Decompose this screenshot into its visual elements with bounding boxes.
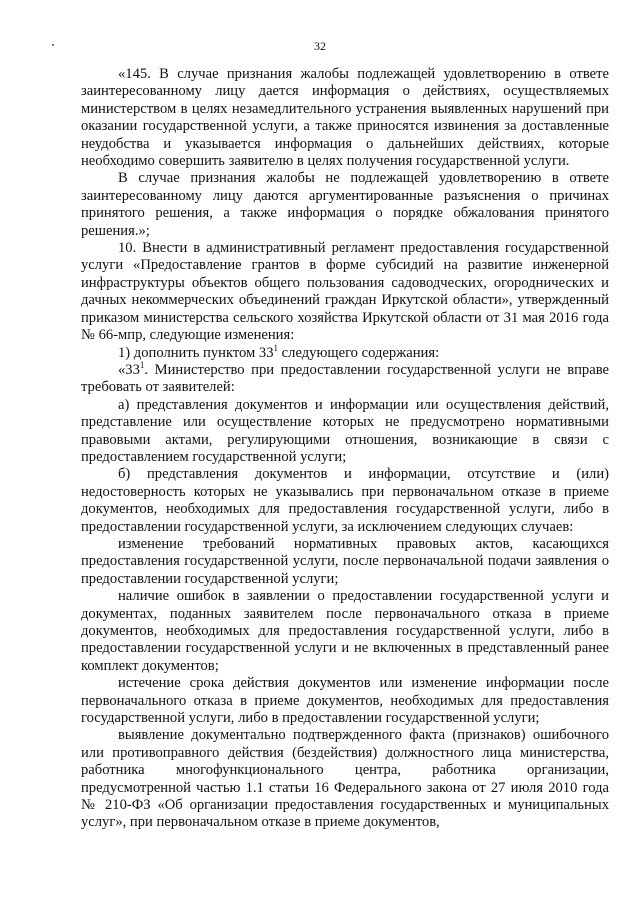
subitem-1-text: 1) дополнить пунктом 33: [118, 344, 274, 361]
paragraph-145-refusal: В случае признания жалобы не подлежащей удовлетворению в ответе заинтересованному лицу даются аргументированные разъяснения о причинах принятого решения, а также информация о порядке обжалования принятого решения.»;: [81, 170, 609, 239]
paragraph-case-requirements-change: изменение требований нормативных правовых актов, касающихся предоставления государственной услуги, после первоначальной подачи заявления о предоставлении государственной услуги;: [81, 535, 609, 587]
paragraph-case-misconduct: выявление документально подтвержденного факта (признаков) ошибочного или противоправного действия (бездействия) должностного лица министерства, работника многофункционального центра, работника организации, предусмотренной частью 1.1 статьи 16 Федерального закона от 27 июля 2010 года № 210-ФЗ «Об организации предоставления государственных и муниципальных услуг», при первоначальном отказе в приеме документов,: [81, 727, 609, 831]
subitem-1-text-end: следующего содержания:: [278, 344, 440, 361]
paragraph-item-10: 10. Внести в административный регламент предоставления государственной услуги «Предоставление грантов в форме субсидий на развитие инженерной инфраструктуры объектов общего пользования садоводческих, огороднических и дачных некоммерческих объединений граждан Иркутской области», утвержденный приказом министерства сельского хозяйства Иркутской области от 31 мая 2016 года № 66-мпр, следующие изменения:: [81, 240, 609, 344]
paragraph-subitem-a: а) представления документов и информации или осуществления действий, представление или осуществление которых не предусмотрено нормативными правовыми актами, регулирующими отношения, возникающие в связи с предоставлением государственной услуги;: [81, 396, 609, 465]
point-33-1-number: «33: [118, 361, 140, 378]
paragraph-33-1: [81, 359, 609, 397]
subitem-1-superscript: 1: [273, 342, 279, 353]
paragraph-subitem-1: [81, 342, 609, 362]
paragraph-case-errors: наличие ошибок в заявлении о предоставлении государственной услуги и документах, поданных заявителем после первоначального отказа в приеме документов, необходимых для предоставления государственной услуги, либо в предоставлении государственной услуги и не включенных в представленный ранее комплект документов;: [81, 588, 609, 674]
paragraph-case-expiry: истечение срока действия документов или изменение информации после первоначального отказа в приеме документов, необходимых для предоставления государственной услуги, либо в предоставлении государственной услуги;: [81, 675, 609, 727]
paragraph-145: «145. В случае признания жалобы подлежащей удовлетворению в ответе заинтересованному лицу дается информация о действиях, осуществляемых министерством в целях незамедлительного устранения выявленных нарушений при оказании государственной услуги, а также приносятся извинения за доставленные неудобства и указывается информация о дальнейших действиях, которые необходимо совершить заявителю в целях получения государственной услуги.: [81, 66, 609, 170]
point-33-1-text: . Министерство при предоставлении государственной услуги не вправе требовать от заявителей:: [81, 361, 609, 396]
document-body: [81, 66, 609, 832]
page-number: 32: [314, 39, 326, 53]
point-33-1-superscript: 1: [139, 359, 145, 370]
paragraph-subitem-b: б) представления документов и информации, отсутствие и (или) недостоверность которых не указывались при первоначальном отказе в приеме документов, необходимых для предоставления государственной услуги, либо в предоставлении государственной услуги, за исключением следующих случаев:: [81, 466, 609, 535]
